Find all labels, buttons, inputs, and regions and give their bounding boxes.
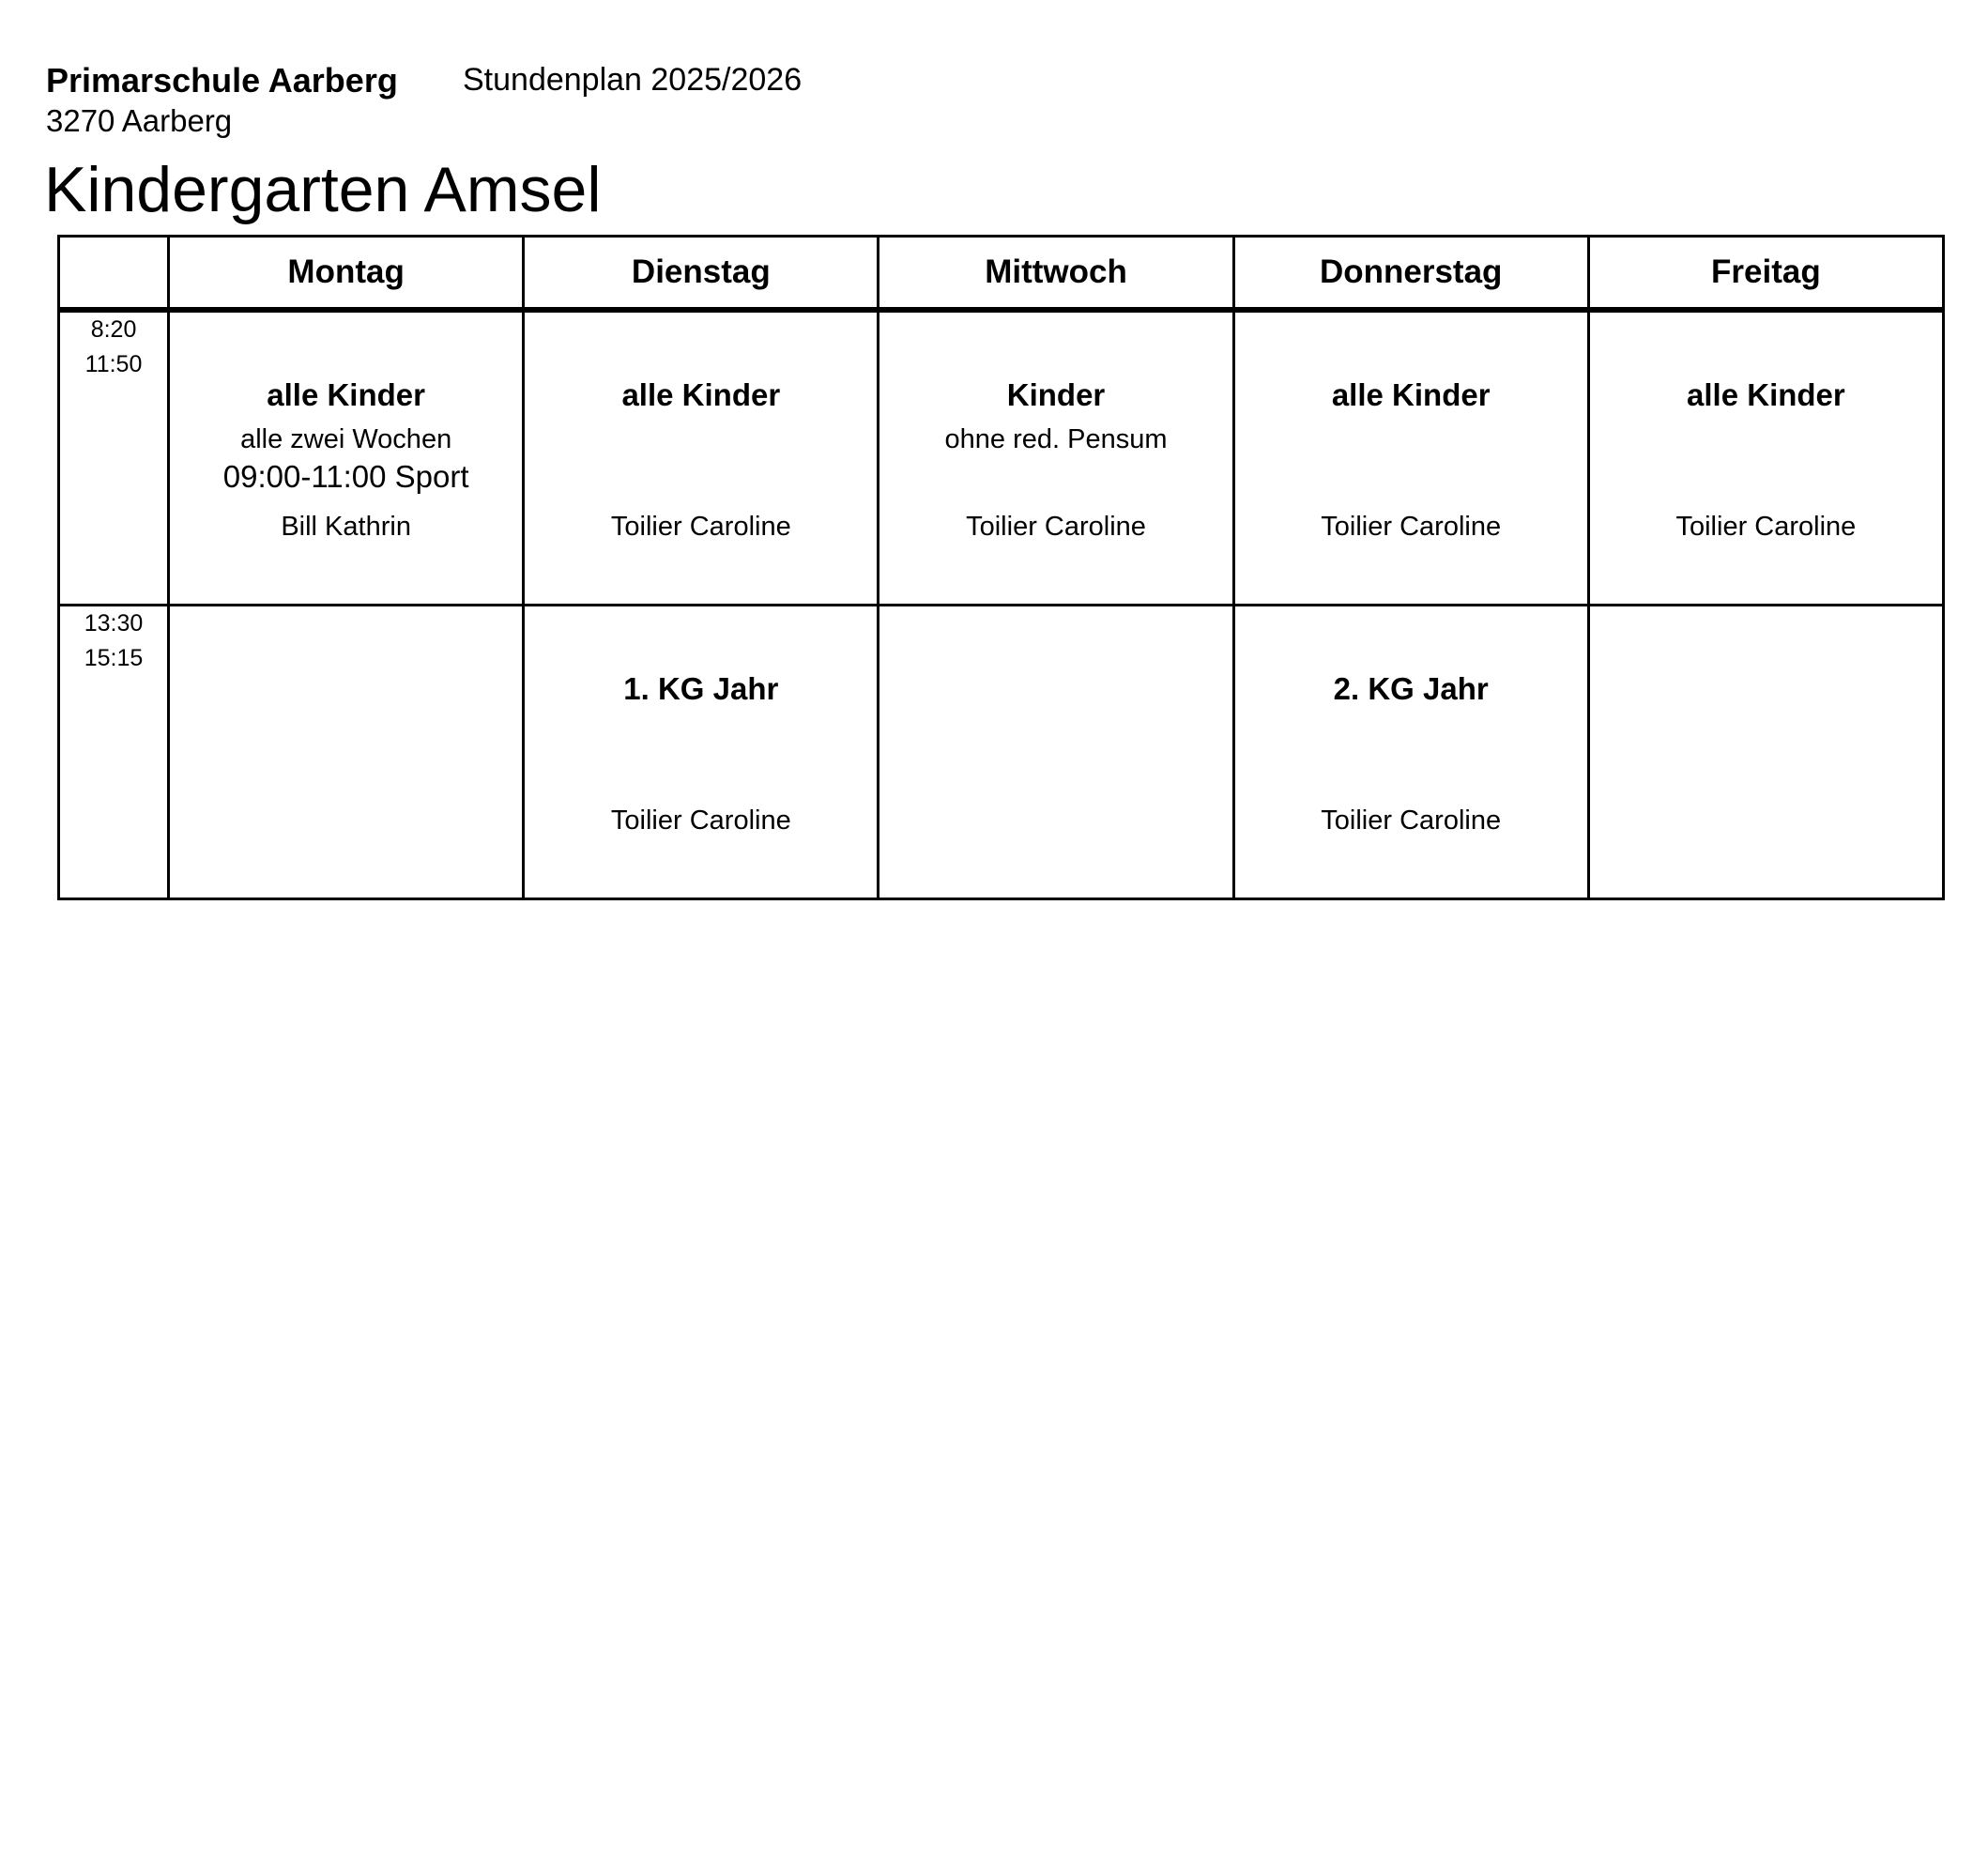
slot-start-time: 13:30 xyxy=(84,609,144,637)
day-header-freitag: Freitag xyxy=(1588,237,1943,310)
lesson-cell-freitag xyxy=(1588,310,1943,606)
lesson-group: 1. KG Jahr xyxy=(623,670,779,706)
time-cell xyxy=(59,310,169,606)
day-header-donnerstag: Donnerstag xyxy=(1233,237,1588,310)
time-cell xyxy=(59,605,169,898)
lesson-group: 2. KG Jahr xyxy=(1333,670,1489,706)
lesson-teacher: Toilier Caroline xyxy=(1675,511,1857,542)
school-name: Primarschule Aarberg xyxy=(46,61,398,100)
time-header-cell xyxy=(59,237,169,310)
class-title: Kindergarten Amsel xyxy=(44,154,602,225)
lesson-teacher: Toilier Caroline xyxy=(1321,805,1502,836)
lesson-group: alle Kinder xyxy=(621,376,781,412)
lesson-group: alle Kinder xyxy=(267,376,425,412)
lesson-group: Kinder xyxy=(1006,376,1106,412)
lesson-cell-dienstag xyxy=(524,310,879,606)
slot-end-time: 15:15 xyxy=(84,644,144,671)
day-header-dienstag: Dienstag xyxy=(524,237,879,310)
lesson-teacher: Toilier Caroline xyxy=(1321,511,1502,542)
lesson-teacher: Toilier Caroline xyxy=(966,511,1146,542)
slot-row-morning xyxy=(59,310,1944,606)
plan-title: Stundenplan 2025/2026 xyxy=(463,62,803,98)
lesson-cell-dienstag xyxy=(524,605,879,898)
lesson-teacher: Bill Kathrin xyxy=(281,511,411,542)
lesson-cell-montag xyxy=(169,310,524,606)
slot-end-time: 11:50 xyxy=(84,350,143,377)
lesson-cell-mittwoch xyxy=(879,310,1233,606)
timetable xyxy=(57,235,1945,900)
day-header-row xyxy=(59,237,1944,310)
lesson-group: alle Kinder xyxy=(1331,376,1491,412)
lesson-cell-mittwoch xyxy=(879,605,1233,898)
lesson-teacher: Toilier Caroline xyxy=(610,805,791,836)
lesson-cell-donnerstag xyxy=(1233,605,1588,898)
school-address: 3270 Aarberg xyxy=(46,103,233,138)
lesson-cell-donnerstag xyxy=(1233,310,1588,606)
lesson-note: alle zwei Wochen xyxy=(240,423,452,454)
day-header-montag: Montag xyxy=(169,237,524,310)
lesson-teacher: Toilier Caroline xyxy=(610,511,791,542)
lesson-cell-montag xyxy=(169,605,524,898)
slot-start-time: 8:20 xyxy=(90,315,137,343)
day-header-mittwoch: Mittwoch xyxy=(879,237,1233,310)
lesson-group: alle Kinder xyxy=(1687,376,1845,412)
lesson-cell-freitag xyxy=(1588,605,1943,898)
slot-row-afternoon xyxy=(59,605,1944,898)
lesson-note: ohne red. Pensum xyxy=(944,423,1168,454)
lesson-extra: 09:00-11:00 Sport xyxy=(222,458,469,494)
